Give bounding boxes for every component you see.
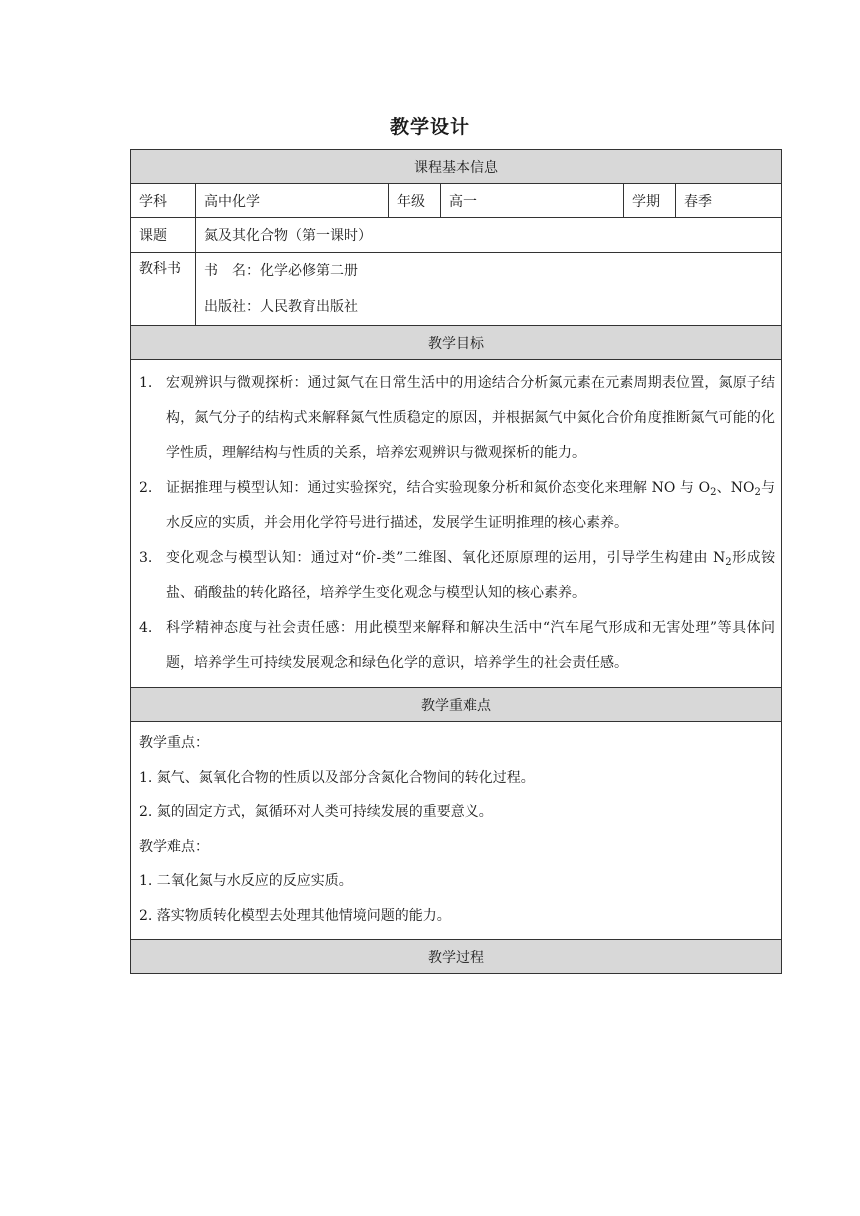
objective-item [139, 611, 775, 681]
topic-label: 课题 [131, 218, 196, 253]
subscript: 2 [710, 487, 717, 498]
objective-text-part: 证据推理与模型认知：通过实验探究，结合实验现象分析和氮价态变化来理解 NO 与 O [166, 480, 711, 496]
objective-text [166, 541, 775, 611]
difficulty-item: 2. 落实物质转化模型去处理其他情境问题的能力。 [139, 907, 451, 924]
textbook-label-cell [131, 253, 196, 326]
objective-text [166, 471, 775, 541]
objectives-header-row [131, 326, 782, 360]
grade-value: 高一 [441, 184, 624, 218]
basic-info-header: 课程基本信息 [131, 150, 782, 184]
objectives-header: 教学目标 [131, 326, 782, 360]
focus-item: 1. 氮气、氮氧化合物的性质以及部分含氮化合物间的转化过程。 [139, 769, 535, 786]
objective-item [139, 366, 775, 471]
objective-text-part: 形成铵盐、硝酸盐的转化路径，培养学生变化观念与模型认知的核心素养。 [166, 550, 776, 601]
topic-value: 氮及其化合物（第一课时） [196, 218, 782, 253]
subject-row [131, 184, 782, 218]
term-label: 学期 [624, 184, 676, 218]
objective-number: 4. [139, 620, 153, 636]
objective-text: 宏观辨识与微观探析：通过氮气在日常生活中的用途结合分析氮元素在元素周期表位置，氮原子结构，氮气分子的结构式来解释氮气性质稳定的原因，并根据氮气中氮化合价角度推断氮气可能的化学性质，理解结构与性质的关系，培养宏观辨识与微观探析的能力。 [166, 375, 776, 461]
subscript: 2 [754, 487, 761, 498]
textbook-value-cell [196, 253, 782, 326]
process-header-row [131, 940, 782, 974]
objective-text-part: 、NO [716, 480, 755, 496]
textbook-publisher: 出版社：人民教育出版社 [204, 299, 358, 315]
key-points-row [131, 722, 782, 940]
key-points-header: 教学重难点 [131, 688, 782, 722]
objectives-row [131, 360, 782, 688]
textbook-row [131, 253, 782, 326]
objectives-cell [131, 360, 782, 688]
textbook-label: 教科书 [139, 261, 181, 277]
basic-info-header-row [131, 150, 782, 184]
objective-text-part: 与水反应的实质，并会用化学符号进行描述，发展学生证明推理的核心素养。 [166, 480, 776, 531]
key-points-cell [131, 722, 782, 940]
textbook-book-name: 书 名：化学必修第二册 [204, 263, 358, 279]
topic-row [131, 218, 782, 253]
key-points-header-row [131, 688, 782, 722]
subject-label: 学科 [131, 184, 196, 218]
term-value: 春季 [676, 184, 782, 218]
focus-item: 2. 氮的固定方式，氮循环对人类可持续发展的重要意义。 [139, 804, 493, 820]
objective-number: 1. [139, 375, 153, 391]
objective-text-part: 变化观念与模型认知：通过对“价-类”二维图、氧化还原原理的运用，引导学生构建由 N [166, 550, 726, 566]
subscript: 2 [725, 557, 732, 568]
objective-item [139, 471, 775, 541]
difficulty-label: 教学难点： [139, 838, 209, 855]
difficulty-item: 1. 二氧化氮与水反应的反应实质。 [139, 873, 353, 889]
document-title: 教学设计 [389, 116, 470, 138]
objective-text: 科学精神态度与社会责任感：用此模型来解释和解决生活中“汽车尾气形成和无害处理”等具体问题，培养学生可持续发展观念和绿色化学的意识，培养学生的社会责任感。 [166, 620, 776, 671]
subject-value: 高中化学 [196, 184, 389, 218]
objective-number: 2. [139, 480, 153, 496]
process-header: 教学过程 [131, 940, 782, 974]
grade-label: 年级 [389, 184, 441, 218]
focus-label: 教学重点： [139, 735, 209, 751]
objective-item [139, 541, 775, 611]
lesson-design-table [130, 149, 782, 974]
objective-number: 3. [139, 550, 153, 566]
